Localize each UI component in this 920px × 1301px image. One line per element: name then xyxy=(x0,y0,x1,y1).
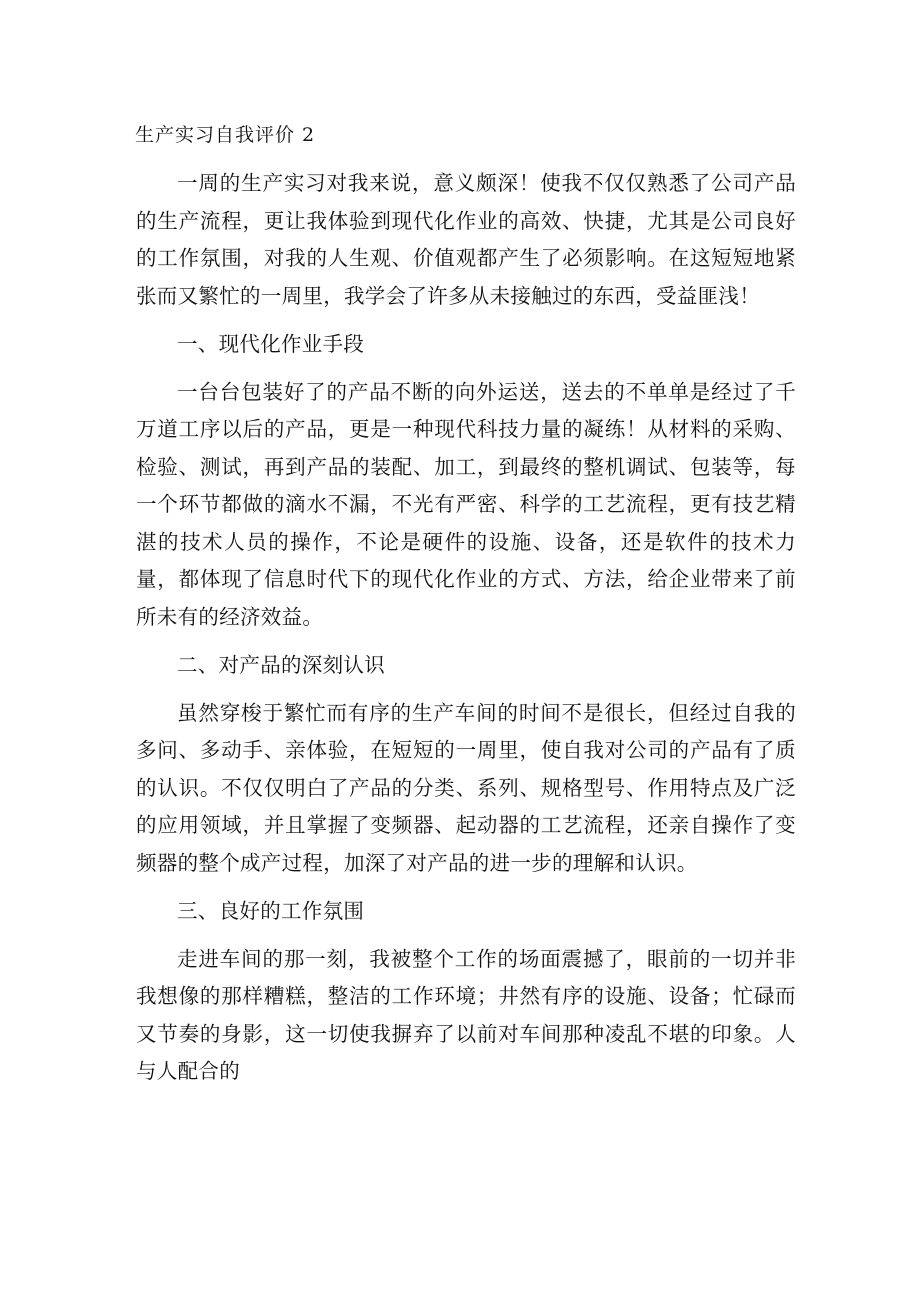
paragraph-section-3: 走进车间的那一刻，我被整个工作的场面震撼了，眼前的一切并非我想像的那样糟糕，整洁的工作环境；井然有序的设施、设备；忙碌而又节奏的身影，这一切使我摒弃了以前对车间那种凌乱不堪的印象。人与人配合的 xyxy=(136,946,796,1083)
document-body xyxy=(136,165,796,1101)
paragraph-section-2: 虽然穿梭于繁忙而有序的生产车间的时间不是很长，但经过自我的多问、多动手、亲体验，在短短的一周里，使自我对公司的产品有了质的认识。不仅仅明白了产品的分类、系列、规格型号、作用特点及广泛的应用领域，并且掌握了变频器、起动器的工艺流程，还亲自操作了变频器的整个成产过程，加深了对产品的进一步的理解和认识。 xyxy=(136,700,796,875)
section-heading-3: 三、良好的工作氛围 xyxy=(177,898,365,923)
paragraph-intro: 一周的生产实习对我来说，意义颇深！使我不仅仅熟悉了公司产品的生产流程，更让我体验到现代化作业的高效、快捷，尤其是公司良好的工作氛围，对我的人生观、价值观都产生了必须影响。在这短短地紧张而又繁忙的一周里，我学会了许多从未接触过的东西，受益匪浅！ xyxy=(136,171,796,308)
document-title: 生产实习自我评价 2 xyxy=(135,124,316,146)
section-heading-1: 一、现代化作业手段 xyxy=(177,331,365,356)
section-heading-2: 二、对产品的深刻认识 xyxy=(177,652,385,677)
paragraph-section-1: 一台台包装好了的产品不断的向外运送，送去的不单单是经过了千万道工序以后的产品，更是一种现代科技力量的凝练！从材料的采购、检验、测试，再到产品的装配、加工，到最终的整机调试、包装等，每一个环节都做的滴水不漏，不光有严密、科学的工艺流程，更有技艺精湛的技术人员的操作，不论是硬件的设施、设备，还是软件的技术力量，都体现了信息时代下的现代化作业的方式、方法，给企业带来了前所未有的经济效益。 xyxy=(136,379,796,629)
